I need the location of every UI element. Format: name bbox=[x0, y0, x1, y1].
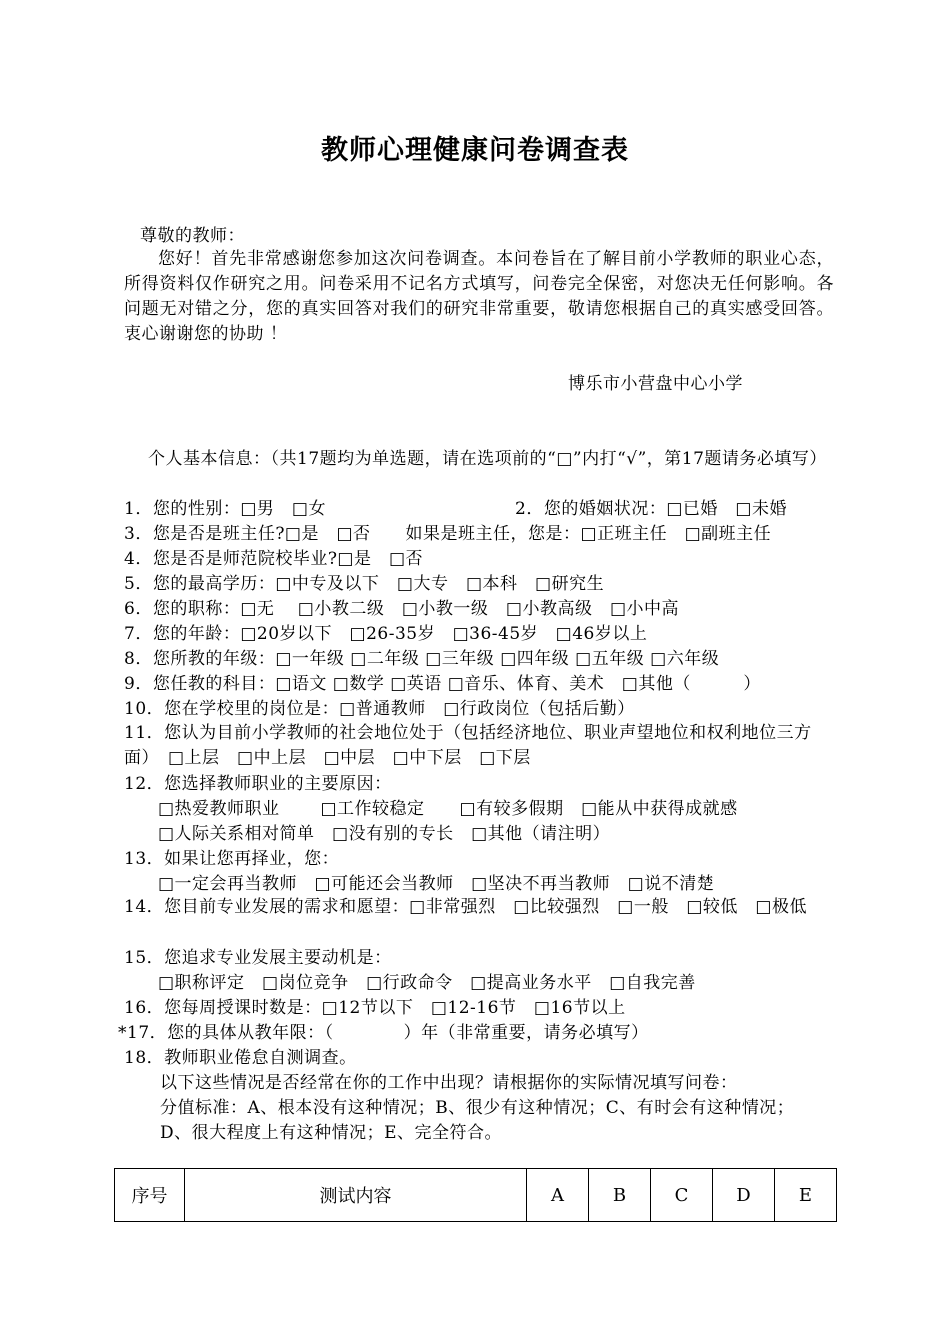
question-9: 9．您任教的科目：□语文 □数学 □英语 □音乐、体育、美术 □其他（ ） bbox=[124, 674, 761, 694]
question-13-options: □一定会再当教师 □可能还会当教师 □坚决不再当教师 □说不清楚 bbox=[158, 874, 715, 894]
question-6: 6．您的职称：□无 □小教二级 □小教一级 □小教高级 □小中高 bbox=[124, 599, 680, 619]
question-2: 2．您的婚姻状况：□已婚 □未婚 bbox=[515, 499, 787, 519]
question-16: 16．您每周授课时数是：□12节以下 □12-16节 □16节以上 bbox=[124, 998, 626, 1018]
question-3: 3．您是否是班主任?□是 □否 如果是班主任，您是：□正班主任 □副班主任 bbox=[124, 524, 772, 544]
question-8: 8．您所教的年级：□一年级 □二年级 □三年级 □四年级 □五年级 □六年级 bbox=[124, 649, 720, 669]
question-12-options-b: □人际关系相对简单 □没有别的专长 □其他（请注明） bbox=[158, 824, 611, 844]
header-d: D bbox=[713, 1169, 775, 1222]
header-b: B bbox=[589, 1169, 651, 1222]
question-1: 1．您的性别：□男 □女 bbox=[124, 499, 326, 519]
question-18: 18．教师职业倦怠自测调查。 bbox=[124, 1048, 357, 1068]
question-17: *17．您的具体从教年限：（ ）年（非常重要，请务必填写） bbox=[118, 1023, 649, 1043]
question-14: 14．您目前专业发展的需求和愿望：□非常强烈 □比较强烈 □一般 □较低 □极低 bbox=[124, 897, 807, 917]
question-5: 5．您的最高学历：□中专及以下 □大专 □本科 □研究生 bbox=[124, 574, 605, 594]
scoring-table bbox=[114, 1168, 837, 1222]
question-15: 15．您追求专业发展主要动机是： bbox=[124, 948, 392, 968]
question-4: 4．您是否是师范院校毕业?□是 □否 bbox=[124, 549, 424, 569]
question-15-options: □职称评定 □岗位竞争 □行政命令 □提高业务水平 □自我完善 bbox=[158, 973, 696, 993]
question-10: 10．您在学校里的岗位是：□普通教师 □行政岗位（包括后勤） bbox=[124, 699, 635, 719]
question-12: 12．您选择教师职业的主要原因： bbox=[124, 774, 392, 794]
question-7: 7．您的年龄：□20岁以下 □26-35岁 □36-45岁 □46岁以上 bbox=[124, 624, 648, 644]
header-e: E bbox=[775, 1169, 837, 1222]
info-heading: 个人基本信息：（共17题均为单选题，请在选项前的“□”内打“√”，第17题请务必填写） bbox=[148, 449, 827, 469]
table-header-row bbox=[115, 1169, 837, 1222]
header-content: 测试内容 bbox=[185, 1169, 527, 1222]
header-c: C bbox=[651, 1169, 713, 1222]
header-a: A bbox=[527, 1169, 589, 1222]
page-title: 教师心理健康问卷调查表 bbox=[321, 135, 629, 166]
salutation: 尊敬的教师： bbox=[140, 226, 245, 246]
header-number: 序号 bbox=[115, 1169, 185, 1222]
question-13: 13．如果让您再择业，您： bbox=[124, 849, 340, 869]
question-18-description: 以下这些情况是否经常在你的工作中出现？请根据你的实际情况填写问卷： bbox=[160, 1073, 738, 1093]
question-12-options-a: □热爱教师职业 □工作较稳定 □有较多假期 □能从中获得成就感 bbox=[158, 799, 738, 819]
question-11: 11．您认为目前小学教师的社会地位处于（包括经济地位、职业声望地位和权利地位三方面） □上层 □中上层 □中层 □中下层 □下层 bbox=[124, 723, 812, 768]
signature: 博乐市小营盘中心小学 bbox=[568, 374, 743, 394]
intro-paragraph: 您好！首先非常感谢您参加这次问卷调查。本问卷旨在了解目前小学教师的职业心态，所得资料仅作研究之用。问卷采用不记名方式填写，问卷完全保密，对您决无任何影响。各问题无对错之分，您的真实回答对我们的研究非常重要，敬请您根据自己的真实感受回答。衷心谢谢您的协助 ！ bbox=[124, 249, 834, 344]
question-18-scale-a: 分值标准：A、根本没有这种情况；B、很少有这种情况；C、有时会有这种情况； bbox=[160, 1098, 795, 1118]
question-18-scale-b: D、很大程度上有这种情况；E、完全符合。 bbox=[160, 1123, 503, 1143]
